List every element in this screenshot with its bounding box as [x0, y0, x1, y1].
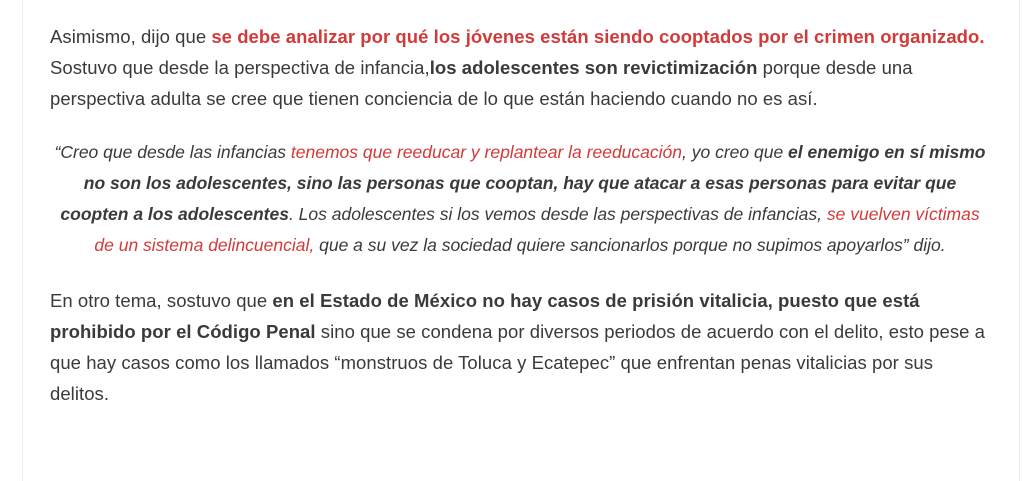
- bold-text: en el Estado de México no hay casos de prisión vitalicia, puesto que está prohibido por el Código Penal: [50, 290, 920, 342]
- quote-text: “Creo que desde las infancias: [54, 142, 291, 162]
- highlighted-quote-text: tenemos que reeducar y replantear la reeducación: [290, 142, 682, 162]
- bold-text: los adolescentes son revictimización: [429, 57, 758, 78]
- article-body: [50, 21, 990, 409]
- paragraph-text: Asimismo, dijo que: [50, 26, 212, 47]
- highlighted-quote-text: se vuelven víctimas de un sistema delincuencial,: [94, 204, 980, 255]
- bold-quote-text: el enemigo en sí mismo no son los adolescentes, sino las personas que cooptan, hay que atacar a esas personas para evitar que coopten a los adolescentes: [60, 142, 986, 224]
- paragraph-statement: [50, 21, 990, 114]
- quote-block: [50, 137, 990, 261]
- paragraph-text: porque desde una perspectiva adulta se cree que tienen conciencia de lo que están haciendo cuando no es así.: [50, 57, 913, 109]
- paragraph-other-topic: [50, 285, 990, 409]
- quote-text: que a su vez la sociedad quiere sancionarlos porque no supimos apoyarlos” dijo.: [314, 235, 946, 255]
- highlighted-text: se debe analizar por qué los jóvenes están siendo cooptados por el crimen organizado.: [211, 26, 985, 47]
- right-divider: [1019, 0, 1020, 481]
- paragraph-text: En otro tema, sostuvo que: [50, 290, 273, 311]
- quote-text: . Los adolescentes si los vemos desde las perspectivas de infancias,: [288, 204, 827, 224]
- paragraph-text: sino que se condena por diversos periodos de acuerdo con el delito, esto pese a que hay casos como los llamados “monstruos de Toluca y Ecatepec” que enfrentan penas vitalicias por sus delitos.: [50, 321, 986, 404]
- paragraph-text: Sostuvo que desde la perspectiva de infancia,: [50, 57, 430, 78]
- quote-text: , yo creo que: [682, 142, 789, 162]
- left-divider: [22, 0, 23, 481]
